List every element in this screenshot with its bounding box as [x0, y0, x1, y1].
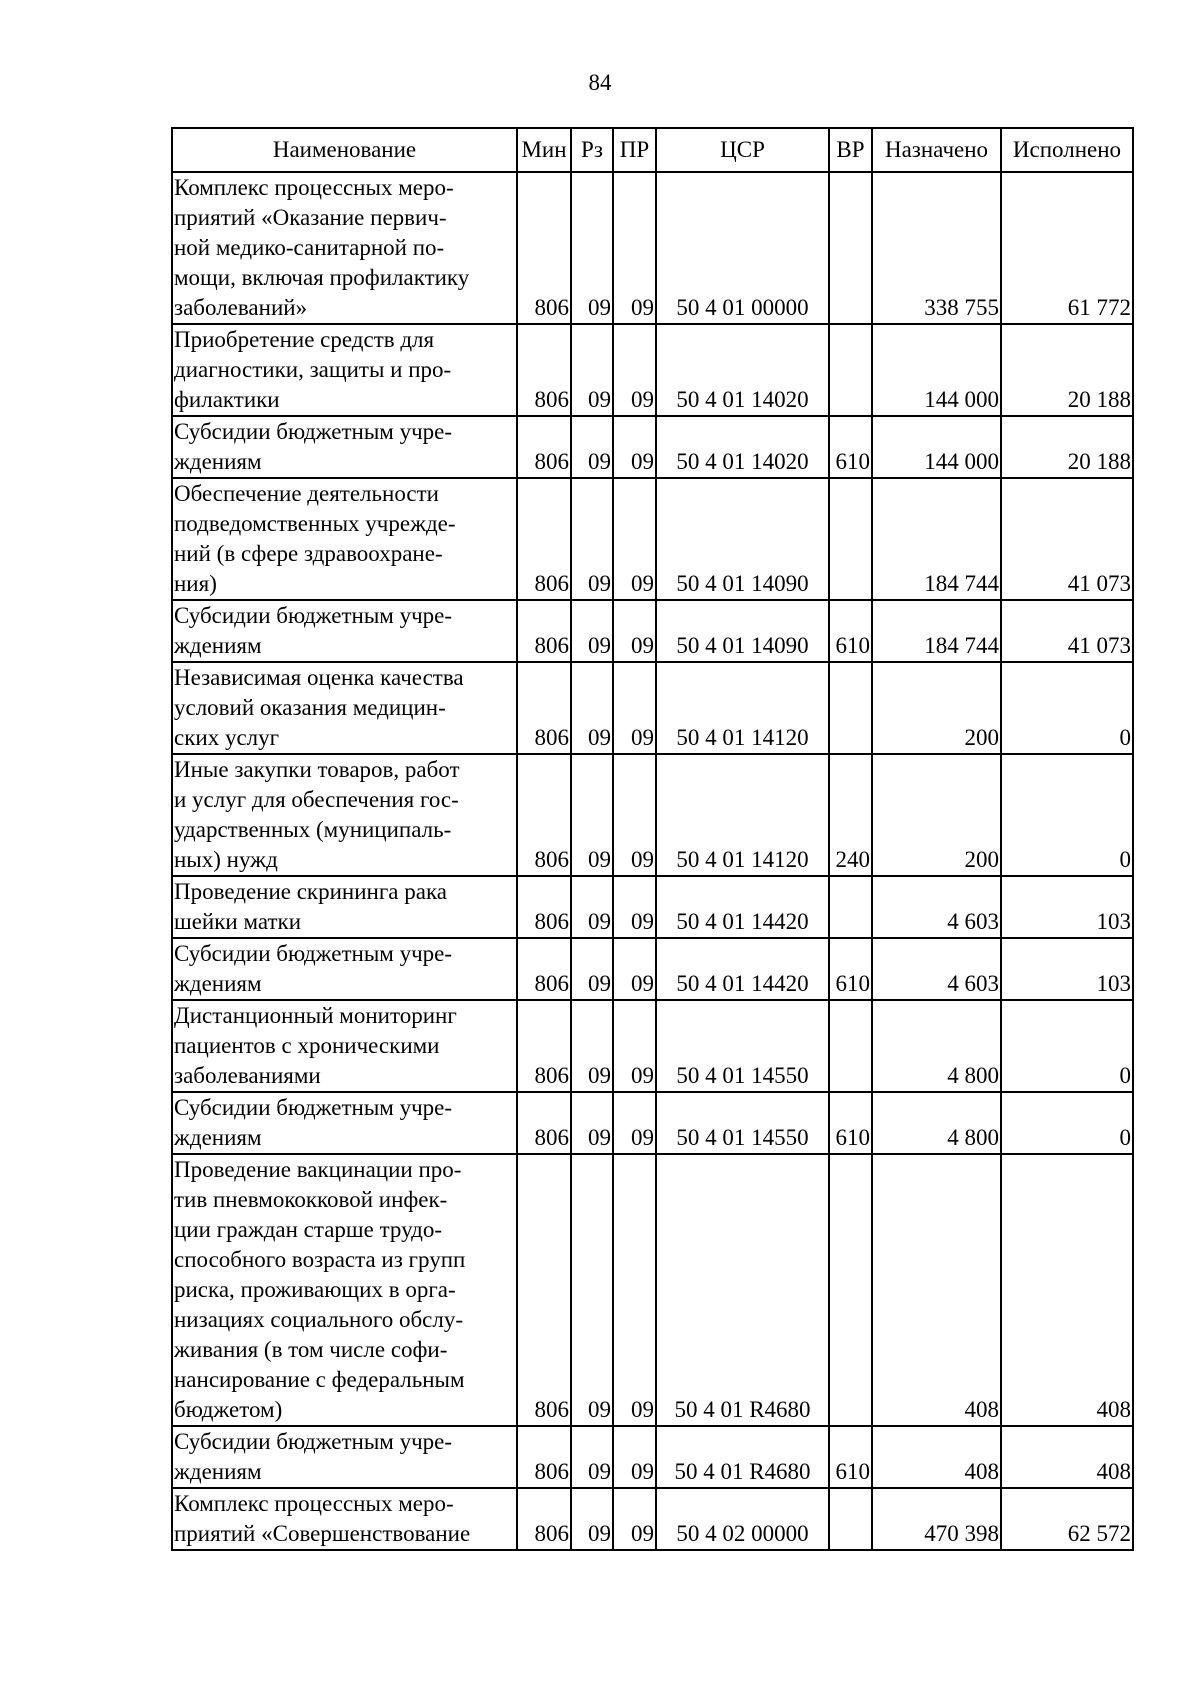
name-line: Субсидии бюджетным учре-: [174, 941, 453, 966]
rz-cell: 09: [571, 478, 613, 600]
executed-cell: 62 572: [1001, 1488, 1133, 1550]
name-line: Независимая оценка качества: [174, 665, 464, 690]
pr-cell: 09: [613, 754, 656, 876]
name-line: Субсидии бюджетным учре-: [174, 603, 453, 628]
executed-cell: 103: [1001, 876, 1133, 938]
vr-cell: [829, 1154, 872, 1426]
min-cell: 806: [517, 478, 571, 600]
vr-cell: 610: [829, 938, 872, 1000]
name-cell: [172, 416, 517, 478]
name-line: способного возраста из групп: [174, 1247, 466, 1272]
table-row: [172, 172, 1133, 324]
name-line: ждениям: [174, 633, 262, 658]
rz-cell: 09: [571, 324, 613, 416]
name-line: Проведение вакцинации про-: [174, 1157, 462, 1182]
csr-cell: 50 4 01 R4680: [656, 1426, 829, 1488]
table-row: [172, 1092, 1133, 1154]
assigned-cell: 4 800: [872, 1000, 1001, 1092]
name-line: мощи, включая профилактику: [174, 265, 470, 290]
header-csr: ЦСР: [656, 128, 829, 172]
csr-cell: 50 4 01 R4680: [656, 1154, 829, 1426]
table-row: [172, 754, 1133, 876]
csr-cell: 50 4 01 14020: [656, 324, 829, 416]
csr-cell: 50 4 02 00000: [656, 1488, 829, 1550]
assigned-cell: 408: [872, 1154, 1001, 1426]
min-cell: 806: [517, 600, 571, 662]
table-row: [172, 1000, 1133, 1092]
name-cell: [172, 1154, 517, 1426]
csr-cell: 50 4 01 14420: [656, 876, 829, 938]
assigned-cell: 4 800: [872, 1092, 1001, 1154]
assigned-cell: 184 744: [872, 600, 1001, 662]
min-cell: 806: [517, 172, 571, 324]
name-line: ударственных (муниципаль-: [174, 817, 452, 842]
min-cell: 806: [517, 416, 571, 478]
pr-cell: 09: [613, 1488, 656, 1550]
vr-cell: 610: [829, 1092, 872, 1154]
name-cell: [172, 600, 517, 662]
executed-cell: 20 188: [1001, 324, 1133, 416]
pr-cell: 09: [613, 662, 656, 754]
name-line: Комплекс процессных меро-: [174, 175, 454, 200]
name-line: ний (в сфере здравоохране-: [174, 541, 443, 566]
table-row: [172, 938, 1133, 1000]
rz-cell: 09: [571, 1426, 613, 1488]
pr-cell: 09: [613, 1000, 656, 1092]
vr-cell: 610: [829, 600, 872, 662]
name-line: Субсидии бюджетным учре-: [174, 1429, 453, 1454]
csr-cell: 50 4 01 14550: [656, 1092, 829, 1154]
name-line: ных) нужд: [174, 847, 278, 872]
name-line: подведомственных учрежде-: [174, 511, 456, 536]
assigned-cell: 200: [872, 754, 1001, 876]
table-row: [172, 876, 1133, 938]
header-pr: ПР: [613, 128, 656, 172]
name-line: нансирование с федеральным: [174, 1367, 465, 1392]
executed-cell: 408: [1001, 1426, 1133, 1488]
pr-cell: 09: [613, 416, 656, 478]
assigned-cell: 4 603: [872, 876, 1001, 938]
header-assigned: Назначено: [872, 128, 1001, 172]
name-cell: [172, 938, 517, 1000]
name-line: Иные закупки товаров, работ: [174, 757, 460, 782]
table-row: [172, 662, 1133, 754]
vr-cell: [829, 662, 872, 754]
name-line: ния): [174, 571, 217, 596]
name-cell: [172, 324, 517, 416]
min-cell: 806: [517, 938, 571, 1000]
name-line: Субсидии бюджетным учре-: [174, 419, 453, 444]
name-cell: [172, 1000, 517, 1092]
vr-cell: [829, 172, 872, 324]
pr-cell: 09: [613, 876, 656, 938]
pr-cell: 09: [613, 324, 656, 416]
table-row: [172, 600, 1133, 662]
name-line: ских услуг: [174, 725, 280, 750]
vr-cell: [829, 876, 872, 938]
rz-cell: 09: [571, 754, 613, 876]
assigned-cell: 144 000: [872, 324, 1001, 416]
pr-cell: 09: [613, 600, 656, 662]
name-line: ждениям: [174, 1459, 262, 1484]
pr-cell: 09: [613, 478, 656, 600]
name-line: риска, проживающих в орга-: [174, 1277, 456, 1302]
assigned-cell: 200: [872, 662, 1001, 754]
header-rz: Рз: [571, 128, 613, 172]
name-cell: [172, 478, 517, 600]
min-cell: 806: [517, 662, 571, 754]
min-cell: 806: [517, 324, 571, 416]
executed-cell: 0: [1001, 754, 1133, 876]
rz-cell: 09: [571, 416, 613, 478]
assigned-cell: 408: [872, 1426, 1001, 1488]
name-cell: [172, 1092, 517, 1154]
executed-cell: 103: [1001, 938, 1133, 1000]
name-line: шейки матки: [174, 909, 302, 934]
name-line: условий оказания медицин-: [174, 695, 446, 720]
page-number: 84: [588, 70, 612, 95]
executed-cell: 20 188: [1001, 416, 1133, 478]
rz-cell: 09: [571, 938, 613, 1000]
assigned-cell: 144 000: [872, 416, 1001, 478]
min-cell: 806: [517, 754, 571, 876]
name-line: живания (в том числе софи-: [174, 1337, 448, 1362]
name-line: и услуг для обеспечения гос-: [174, 787, 459, 812]
executed-cell: 0: [1001, 662, 1133, 754]
name-line: заболеваниями: [174, 1063, 321, 1088]
name-line: тив пневмококковой инфек-: [174, 1187, 448, 1212]
rz-cell: 09: [571, 876, 613, 938]
vr-cell: [829, 478, 872, 600]
min-cell: 806: [517, 1488, 571, 1550]
header-executed: Исполнено: [1001, 128, 1133, 172]
name-line: бюджетом): [174, 1397, 283, 1422]
table-row: [172, 416, 1133, 478]
name-line: ждениям: [174, 1125, 262, 1150]
pr-cell: 09: [613, 938, 656, 1000]
name-line: Обеспечение деятельности: [174, 481, 439, 506]
min-cell: 806: [517, 1092, 571, 1154]
name-line: ждениям: [174, 449, 262, 474]
name-line: низациях социального обслу-: [174, 1307, 464, 1332]
min-cell: 806: [517, 1426, 571, 1488]
executed-cell: 408: [1001, 1154, 1133, 1426]
vr-cell: [829, 1488, 872, 1550]
name-line: Приобретение средств для: [174, 327, 435, 352]
executed-cell: 41 073: [1001, 600, 1133, 662]
csr-cell: 50 4 01 00000: [656, 172, 829, 324]
csr-cell: 50 4 01 14420: [656, 938, 829, 1000]
name-line: Дистанционный мониторинг: [174, 1003, 457, 1028]
name-line: ции граждан старше трудо-: [174, 1217, 443, 1242]
name-line: филактики: [174, 387, 280, 412]
table-row: [172, 324, 1133, 416]
budget-execution-table: [171, 127, 1134, 1551]
csr-cell: 50 4 01 14120: [656, 662, 829, 754]
name-line: пациентов с хроническими: [174, 1033, 440, 1058]
table-row: [172, 1154, 1133, 1426]
assigned-cell: 184 744: [872, 478, 1001, 600]
pr-cell: 09: [613, 172, 656, 324]
assigned-cell: 338 755: [872, 172, 1001, 324]
min-cell: 806: [517, 876, 571, 938]
name-line: Субсидии бюджетным учре-: [174, 1095, 453, 1120]
vr-cell: 610: [829, 1426, 872, 1488]
rz-cell: 09: [571, 1000, 613, 1092]
rz-cell: 09: [571, 662, 613, 754]
vr-cell: 240: [829, 754, 872, 876]
header-name: Наименование: [172, 128, 517, 172]
name-cell: [172, 754, 517, 876]
csr-cell: 50 4 01 14090: [656, 478, 829, 600]
name-line: приятий «Совершенствование: [174, 1521, 471, 1546]
header-vr: ВР: [829, 128, 872, 172]
executed-cell: 0: [1001, 1092, 1133, 1154]
executed-cell: 61 772: [1001, 172, 1133, 324]
rz-cell: 09: [571, 172, 613, 324]
name-cell: [172, 662, 517, 754]
vr-cell: [829, 324, 872, 416]
executed-cell: 0: [1001, 1000, 1133, 1092]
pr-cell: 09: [613, 1092, 656, 1154]
table-row: [172, 478, 1133, 600]
name-cell: [172, 1426, 517, 1488]
pr-cell: 09: [613, 1426, 656, 1488]
assigned-cell: 470 398: [872, 1488, 1001, 1550]
rz-cell: 09: [571, 1154, 613, 1426]
table-row: [172, 1426, 1133, 1488]
vr-cell: [829, 1000, 872, 1092]
rz-cell: 09: [571, 1488, 613, 1550]
assigned-cell: 4 603: [872, 938, 1001, 1000]
name-line: ной медико-санитарной по-: [174, 235, 445, 260]
name-line: ждениям: [174, 971, 262, 996]
name-line: Проведение скрининга рака: [174, 879, 447, 904]
table-body: [172, 172, 1133, 1550]
table-header-row: [172, 128, 1133, 172]
name-cell: [172, 876, 517, 938]
csr-cell: 50 4 01 14550: [656, 1000, 829, 1092]
csr-cell: 50 4 01 14020: [656, 416, 829, 478]
name-cell: [172, 1488, 517, 1550]
csr-cell: 50 4 01 14120: [656, 754, 829, 876]
header-min: Мин: [517, 128, 571, 172]
vr-cell: 610: [829, 416, 872, 478]
rz-cell: 09: [571, 1092, 613, 1154]
name-cell: [172, 172, 517, 324]
min-cell: 806: [517, 1000, 571, 1092]
min-cell: 806: [517, 1154, 571, 1426]
table-row: [172, 1488, 1133, 1550]
executed-cell: 41 073: [1001, 478, 1133, 600]
pr-cell: 09: [613, 1154, 656, 1426]
name-line: заболеваний»: [174, 295, 308, 320]
csr-cell: 50 4 01 14090: [656, 600, 829, 662]
rz-cell: 09: [571, 600, 613, 662]
name-line: Комплекс процессных меро-: [174, 1491, 454, 1516]
name-line: приятий «Оказание первич-: [174, 205, 447, 230]
name-line: диагностики, защиты и про-: [174, 357, 452, 382]
